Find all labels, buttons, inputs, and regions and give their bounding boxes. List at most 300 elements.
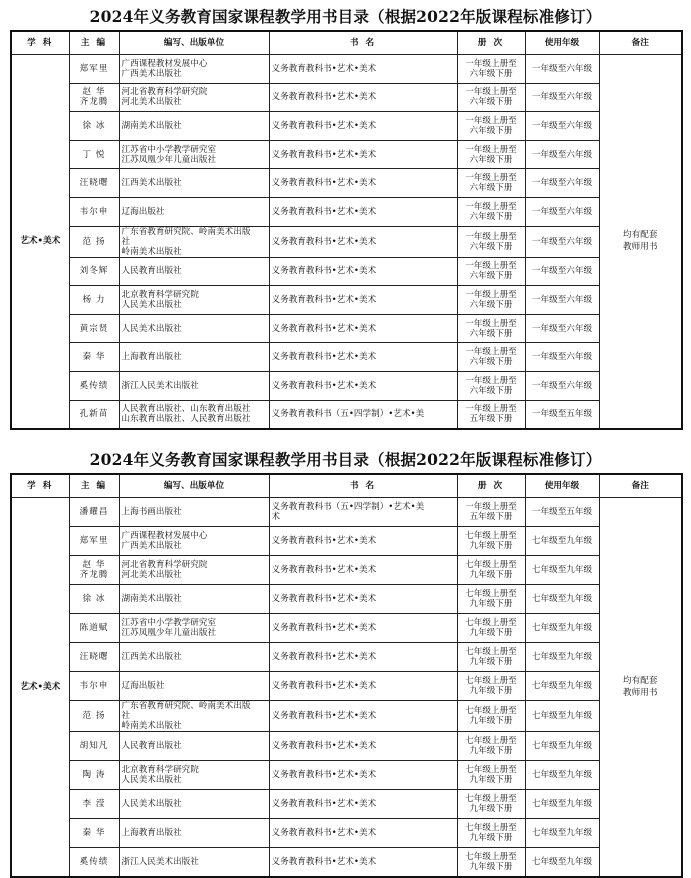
editor-cell bbox=[69, 848, 119, 877]
publisher-cell bbox=[119, 614, 269, 643]
cell-line: 江苏省中小学教学研究室 bbox=[121, 144, 217, 155]
publisher-cell bbox=[119, 556, 269, 585]
header-volume: 册 次 bbox=[457, 474, 525, 498]
table-row bbox=[11, 585, 682, 614]
cell-line: 义务教育教科书•艺术•美术 bbox=[271, 92, 377, 103]
table-row bbox=[11, 226, 682, 257]
cell-line: 义务教育教科书•艺术•美术 bbox=[271, 770, 377, 780]
editor-cell bbox=[69, 112, 119, 141]
book-cell bbox=[269, 343, 457, 372]
cell-line: 六年级下册 bbox=[469, 68, 513, 79]
cell-line: 齐龙腾 bbox=[79, 97, 109, 108]
book-cell bbox=[269, 732, 457, 761]
grade-cell: 一年级至六年级 bbox=[525, 169, 599, 198]
cell-line: 义务教育教科书•艺术•美术 bbox=[271, 828, 377, 838]
header-subject: 学 科 bbox=[11, 31, 69, 55]
editor-cell bbox=[69, 643, 119, 672]
cell-line: 义务教育教科书•艺术•美术 bbox=[271, 63, 377, 74]
cell-line: 岭南美术出版社 bbox=[121, 721, 182, 731]
cell-line: 义务教育教科书•艺术•美术 bbox=[271, 266, 377, 277]
cell-line: 岭南美术出版社 bbox=[121, 246, 182, 257]
cell-line: 一年级上册至 bbox=[465, 347, 517, 358]
grade-cell: 七年级至九年级 bbox=[525, 732, 599, 761]
editor-cell bbox=[69, 226, 119, 257]
cell-line: 义务教育教科书•艺术•美术 bbox=[271, 294, 377, 305]
cell-line: 九年级下册 bbox=[469, 746, 513, 756]
cell-line: 七年级上册至 bbox=[465, 531, 517, 541]
cell-line: 义务教育教科书•艺术•美术 bbox=[271, 623, 377, 633]
cell-line: 湖南美术出版社 bbox=[121, 594, 182, 604]
publisher-cell bbox=[119, 55, 269, 84]
header-book: 书 名 bbox=[269, 31, 457, 55]
book-cell bbox=[269, 672, 457, 701]
cell-line: 人民美术出版社 bbox=[121, 323, 182, 334]
header-publisher: 编写、出版单位 bbox=[119, 31, 269, 55]
cell-line: 广西课程教材发展中心 bbox=[121, 58, 208, 69]
cell-line: 义务教育教科书（五•四学制）•艺术•美 bbox=[271, 409, 425, 420]
cell-line: 九年级下册 bbox=[469, 541, 513, 551]
volume-cell bbox=[457, 226, 525, 257]
grade-cell: 七年级至九年级 bbox=[525, 672, 599, 701]
cell-line: 一年级上册至 bbox=[465, 87, 517, 98]
cell-line: 义务教育教科书•艺术•美术 bbox=[271, 178, 377, 189]
cell-line: 七年级上册至 bbox=[465, 618, 517, 628]
header-publisher: 编写、出版单位 bbox=[119, 474, 269, 498]
cell-line: 人民教育出版社、山东教育出版社 bbox=[121, 404, 251, 415]
cell-line: 李 滢 bbox=[82, 799, 106, 809]
table-row bbox=[11, 848, 682, 877]
cell-line: 一年级上册至 bbox=[465, 502, 517, 512]
volume-cell bbox=[457, 761, 525, 790]
volume-cell bbox=[457, 112, 525, 141]
cell-line: 均有配套 bbox=[623, 675, 658, 686]
publisher-cell bbox=[119, 343, 269, 372]
cell-line: 七年级上册至 bbox=[465, 736, 517, 746]
grade-cell: 一年级至六年级 bbox=[525, 371, 599, 400]
cell-line: 七年级上册至 bbox=[465, 560, 517, 570]
cell-line: 义务教育教科书•艺术•美术 bbox=[271, 323, 377, 334]
cell-line: 徐 冰 bbox=[82, 120, 106, 131]
book-cell bbox=[269, 371, 457, 400]
volume-cell bbox=[457, 314, 525, 343]
table-header-row bbox=[11, 31, 682, 55]
book-cell bbox=[269, 761, 457, 790]
cell-line: 术 bbox=[271, 512, 281, 522]
book-cell bbox=[269, 226, 457, 257]
cell-line: 秦 华 bbox=[82, 352, 106, 363]
publisher-cell bbox=[119, 257, 269, 286]
grade-cell: 一年级至六年级 bbox=[525, 55, 599, 84]
volume-cell bbox=[457, 169, 525, 198]
editor-cell bbox=[69, 83, 119, 112]
table-row bbox=[11, 197, 682, 226]
publisher-cell bbox=[119, 732, 269, 761]
table-row bbox=[11, 790, 682, 819]
editor-cell bbox=[69, 527, 119, 556]
note-cell bbox=[599, 55, 682, 429]
cell-line: 义务教育教科书•艺术•美术 bbox=[271, 741, 377, 751]
cell-line: 人民教育出版社 bbox=[121, 741, 182, 751]
cell-line: 一年级上册至 bbox=[465, 375, 517, 386]
table-row bbox=[11, 761, 682, 790]
editor-cell bbox=[69, 672, 119, 701]
book-cell bbox=[269, 140, 457, 169]
cell-line: 潘耀昌 bbox=[79, 507, 109, 517]
grade-cell: 七年级至九年级 bbox=[525, 848, 599, 877]
book-cell bbox=[269, 286, 457, 315]
editor-cell bbox=[69, 197, 119, 226]
cell-line: 人民美术出版社 bbox=[121, 799, 182, 809]
header-note: 备注 bbox=[599, 474, 682, 498]
book-cell bbox=[269, 701, 457, 732]
table-row bbox=[11, 371, 682, 400]
table-row bbox=[11, 257, 682, 286]
cell-line: 义务教育教科书•艺术•美术 bbox=[271, 149, 377, 160]
cell-line: 奚传绩 bbox=[79, 380, 109, 391]
cell-line: 七年级上册至 bbox=[465, 647, 517, 657]
publisher-cell bbox=[119, 400, 269, 429]
cell-line: 河北美术出版社 bbox=[121, 570, 182, 580]
cell-line: 浙江人民美术出版社 bbox=[121, 856, 199, 867]
cell-line: 义务教育教科书•艺术•美术 bbox=[271, 565, 377, 575]
volume-cell bbox=[457, 614, 525, 643]
volume-cell bbox=[457, 585, 525, 614]
cell-line: 一年级上册至 bbox=[465, 404, 517, 415]
cell-line: 六年级下册 bbox=[469, 385, 513, 396]
grade-cell: 七年级至九年级 bbox=[525, 556, 599, 585]
book-cell bbox=[269, 400, 457, 429]
grade-cell: 一年级至六年级 bbox=[525, 226, 599, 257]
volume-cell bbox=[457, 732, 525, 761]
cell-line: 秦 华 bbox=[82, 828, 106, 838]
cell-line: 六年级下册 bbox=[469, 328, 513, 339]
table-row bbox=[11, 672, 682, 701]
book-cell bbox=[269, 819, 457, 848]
editor-cell bbox=[69, 140, 119, 169]
editor-cell bbox=[69, 761, 119, 790]
cell-line: 七年级上册至 bbox=[465, 706, 517, 716]
grade-cell: 一年级至六年级 bbox=[525, 314, 599, 343]
table-row bbox=[11, 527, 682, 556]
grade-cell: 一年级至五年级 bbox=[525, 400, 599, 429]
book-cell bbox=[269, 169, 457, 198]
cell-line: 社 bbox=[121, 711, 131, 721]
cell-line: 义务教育教科书•艺术•美术 bbox=[271, 206, 377, 217]
cell-line: 一年级上册至 bbox=[465, 289, 517, 300]
volume-cell bbox=[457, 55, 525, 84]
book-cell bbox=[269, 498, 457, 527]
table-row bbox=[11, 614, 682, 643]
cell-line: 社 bbox=[121, 236, 131, 247]
book-cell bbox=[269, 643, 457, 672]
editor-cell bbox=[69, 701, 119, 732]
cell-line: 九年级下册 bbox=[469, 833, 513, 843]
cell-line: 七年级上册至 bbox=[465, 794, 517, 804]
cell-line: 赵 华 bbox=[82, 560, 106, 570]
editor-cell bbox=[69, 314, 119, 343]
publisher-cell bbox=[119, 140, 269, 169]
table-row bbox=[11, 643, 682, 672]
cell-line: 五年级下册 bbox=[469, 414, 513, 425]
catalog-table bbox=[10, 473, 683, 878]
header-editor: 主 编 bbox=[69, 31, 119, 55]
cell-line: 上海书画出版社 bbox=[121, 507, 182, 517]
editor-cell bbox=[69, 55, 119, 84]
publisher-cell bbox=[119, 701, 269, 732]
cell-line: 一年级上册至 bbox=[465, 318, 517, 329]
cell-line: 徐 冰 bbox=[82, 594, 106, 604]
editor-cell bbox=[69, 556, 119, 585]
grade-cell: 七年级至九年级 bbox=[525, 701, 599, 732]
publisher-cell bbox=[119, 286, 269, 315]
cell-line: 人民美术出版社 bbox=[121, 299, 182, 310]
cell-line: 七年级上册至 bbox=[465, 851, 517, 862]
volume-cell bbox=[457, 197, 525, 226]
editor-cell bbox=[69, 790, 119, 819]
grade-cell: 七年级至九年级 bbox=[525, 585, 599, 614]
publisher-cell bbox=[119, 790, 269, 819]
cell-line: 一年级上册至 bbox=[465, 58, 517, 69]
cell-line: 上海教育出版社 bbox=[121, 352, 182, 363]
cell-line: 九年级下册 bbox=[469, 775, 513, 785]
book-cell bbox=[269, 83, 457, 112]
cell-line: 一年级上册至 bbox=[465, 261, 517, 272]
cell-line: 江苏省中小学教学研究室 bbox=[121, 618, 217, 628]
cell-line: 江苏凤凰少年儿童出版社 bbox=[121, 628, 217, 638]
cell-line: 义务教育教科书•艺术•美术 bbox=[271, 652, 377, 662]
header-grade: 使用年级 bbox=[525, 474, 599, 498]
table-row bbox=[11, 701, 682, 732]
header-book: 书 名 bbox=[269, 474, 457, 498]
cell-line: 一年级上册至 bbox=[465, 201, 517, 212]
cell-line: 范 扬 bbox=[82, 711, 106, 721]
table-row bbox=[11, 498, 682, 527]
book-cell bbox=[269, 112, 457, 141]
cell-line: 汪晓曙 bbox=[79, 178, 109, 189]
cell-line: 奚传绩 bbox=[79, 856, 109, 867]
note-cell bbox=[599, 498, 682, 877]
cell-line: 九年级下册 bbox=[469, 804, 513, 814]
book-cell bbox=[269, 556, 457, 585]
cell-line: 汪晓曙 bbox=[79, 652, 109, 662]
cell-line: 范 扬 bbox=[82, 236, 106, 247]
header-editor: 主 编 bbox=[69, 474, 119, 498]
publisher-cell bbox=[119, 314, 269, 343]
editor-cell bbox=[69, 169, 119, 198]
grade-cell: 一年级至六年级 bbox=[525, 286, 599, 315]
book-cell bbox=[269, 55, 457, 84]
table-row bbox=[11, 55, 682, 84]
editor-cell bbox=[69, 498, 119, 527]
catalog-table bbox=[10, 30, 683, 430]
editor-cell bbox=[69, 400, 119, 429]
cell-line: 人民美术出版社 bbox=[121, 775, 182, 785]
cell-line: 九年级下册 bbox=[469, 570, 513, 580]
publisher-cell bbox=[119, 527, 269, 556]
editor-cell bbox=[69, 257, 119, 286]
publisher-cell bbox=[119, 761, 269, 790]
cell-line: 七年级上册至 bbox=[465, 589, 517, 599]
table-row bbox=[11, 819, 682, 848]
cell-line: 一年级上册至 bbox=[465, 231, 517, 242]
cell-line: 孔新苗 bbox=[79, 409, 109, 420]
cell-line: 六年级下册 bbox=[469, 154, 513, 165]
grade-cell: 一年级至六年级 bbox=[525, 140, 599, 169]
cell-line: 义务教育教科书•艺术•美术 bbox=[271, 120, 377, 131]
grade-cell: 一年级至五年级 bbox=[525, 498, 599, 527]
grade-cell: 七年级至九年级 bbox=[525, 527, 599, 556]
cell-line: 北京教育科学研究院 bbox=[121, 289, 199, 300]
volume-cell bbox=[457, 371, 525, 400]
book-cell bbox=[269, 848, 457, 877]
cell-line: 赵 华 bbox=[82, 87, 106, 98]
cell-line: 河北省教育科学研究院 bbox=[121, 87, 208, 98]
cell-line: 河北美术出版社 bbox=[121, 97, 182, 108]
cell-line: 九年级下册 bbox=[469, 716, 513, 726]
cell-line: 一年级上册至 bbox=[465, 173, 517, 184]
table-header-row bbox=[11, 474, 682, 498]
cell-line: 义务教育教科书•艺术•美术 bbox=[271, 711, 377, 721]
cell-line: 六年级下册 bbox=[469, 125, 513, 136]
cell-line: 齐龙腾 bbox=[79, 570, 109, 580]
editor-cell bbox=[69, 732, 119, 761]
cell-line: 义务教育教科书•艺术•美术 bbox=[271, 536, 377, 546]
table-row bbox=[11, 343, 682, 372]
publisher-cell bbox=[119, 169, 269, 198]
cell-line: 广东省教育研究院、岭南美术出版 bbox=[121, 226, 251, 237]
cell-line: 山东教育出版社、人民教育出版社 bbox=[121, 414, 251, 425]
grade-cell: 七年级至九年级 bbox=[525, 761, 599, 790]
cell-line: 刘冬辉 bbox=[79, 266, 109, 277]
cell-line: 义务教育教科书•艺术•美术 bbox=[271, 380, 377, 391]
table-row bbox=[11, 112, 682, 141]
cell-line: 广西课程教材发展中心 bbox=[121, 531, 208, 541]
header-grade: 使用年级 bbox=[525, 31, 599, 55]
cell-line: 广西美术出版社 bbox=[121, 541, 182, 551]
cell-line: 九年级下册 bbox=[469, 599, 513, 609]
cell-line: 人民教育出版社 bbox=[121, 266, 182, 277]
cell-line: 六年级下册 bbox=[469, 357, 513, 368]
grade-cell: 一年级至六年级 bbox=[525, 197, 599, 226]
catalog-title: 2024年义务教育国家课程教学用书目录（根据2022年版课程标准修订） bbox=[89, 450, 602, 469]
grade-cell: 七年级至九年级 bbox=[525, 819, 599, 848]
table-row bbox=[11, 83, 682, 112]
cell-line: 均有配套 bbox=[623, 230, 658, 241]
cell-line: 湖南美术出版社 bbox=[121, 120, 182, 131]
grade-cell: 七年级至九年级 bbox=[525, 790, 599, 819]
cell-line: 郑军里 bbox=[79, 63, 109, 74]
grade-cell: 一年级至六年级 bbox=[525, 83, 599, 112]
book-cell bbox=[269, 257, 457, 286]
cell-line: 义务教育教科书•艺术•美术 bbox=[271, 236, 377, 247]
publisher-cell bbox=[119, 197, 269, 226]
cell-line: 浙江人民美术出版社 bbox=[121, 380, 199, 391]
editor-cell bbox=[69, 286, 119, 315]
volume-cell bbox=[457, 819, 525, 848]
volume-cell bbox=[457, 257, 525, 286]
cell-line: 七年级上册至 bbox=[465, 676, 517, 686]
book-cell bbox=[269, 585, 457, 614]
volume-cell bbox=[457, 83, 525, 112]
subject-cell: 艺术•美术 bbox=[11, 498, 69, 877]
volume-cell bbox=[457, 343, 525, 372]
cell-line: 一年级上册至 bbox=[465, 144, 517, 155]
cell-line: 六年级下册 bbox=[469, 299, 513, 310]
book-cell bbox=[269, 314, 457, 343]
cell-line: 江西美术出版社 bbox=[121, 178, 182, 189]
volume-cell bbox=[457, 701, 525, 732]
table-row bbox=[11, 400, 682, 429]
cell-line: 辽海出版社 bbox=[121, 206, 165, 217]
cell-line: 义务教育教科书•艺术•美术 bbox=[271, 799, 377, 809]
table-row bbox=[11, 314, 682, 343]
publisher-cell bbox=[119, 498, 269, 527]
header-volume: 册 次 bbox=[457, 31, 525, 55]
cell-line: 九年级下册 bbox=[469, 657, 513, 667]
cell-line: 义务教育教科书（五•四学制）•艺术•美 bbox=[271, 502, 425, 512]
publisher-cell bbox=[119, 83, 269, 112]
volume-cell bbox=[457, 140, 525, 169]
cell-line: 六年级下册 bbox=[469, 241, 513, 252]
editor-cell bbox=[69, 371, 119, 400]
cell-line: 教师用书 bbox=[623, 687, 658, 698]
book-cell bbox=[269, 790, 457, 819]
volume-cell bbox=[457, 556, 525, 585]
cell-line: 六年级下册 bbox=[469, 211, 513, 222]
volume-cell bbox=[457, 643, 525, 672]
publisher-cell bbox=[119, 819, 269, 848]
publisher-cell bbox=[119, 672, 269, 701]
book-cell bbox=[269, 527, 457, 556]
cell-line: 丁 悦 bbox=[82, 149, 106, 160]
editor-cell bbox=[69, 585, 119, 614]
book-cell bbox=[269, 197, 457, 226]
cell-line: 七年级上册至 bbox=[465, 765, 517, 775]
cell-line: 北京教育科学研究院 bbox=[121, 765, 199, 775]
cell-line: 义务教育教科书•艺术•美术 bbox=[271, 681, 377, 691]
table-row bbox=[11, 732, 682, 761]
cell-line: 教师用书 bbox=[623, 242, 658, 253]
editor-cell bbox=[69, 614, 119, 643]
editor-cell bbox=[69, 819, 119, 848]
volume-cell bbox=[457, 286, 525, 315]
cell-line: 九年级下册 bbox=[469, 628, 513, 638]
editor-cell bbox=[69, 343, 119, 372]
header-note: 备注 bbox=[599, 31, 682, 55]
cell-line: 六年级下册 bbox=[469, 183, 513, 194]
cell-line: 五年级下册 bbox=[469, 512, 513, 522]
cell-line: 广西美术出版社 bbox=[121, 68, 182, 79]
table-row bbox=[11, 286, 682, 315]
table-row bbox=[11, 140, 682, 169]
cell-line: 六年级下册 bbox=[469, 271, 513, 282]
cell-line: 义务教育教科书•艺术•美术 bbox=[271, 594, 377, 604]
volume-cell bbox=[457, 527, 525, 556]
cell-line: 韦尔申 bbox=[79, 681, 109, 691]
volume-cell bbox=[457, 672, 525, 701]
cell-line: 江苏凤凰少年儿童出版社 bbox=[121, 154, 217, 165]
publisher-cell bbox=[119, 112, 269, 141]
cell-line: 七年级上册至 bbox=[465, 823, 517, 833]
cell-line: 义务教育教科书•艺术•美术 bbox=[271, 856, 377, 867]
cell-line: 一年级上册至 bbox=[465, 115, 517, 126]
cell-line: 辽海出版社 bbox=[121, 681, 165, 691]
cell-line: 河北省教育科学研究院 bbox=[121, 560, 208, 570]
publisher-cell bbox=[119, 848, 269, 877]
table-row bbox=[11, 556, 682, 585]
catalog-title: 2024年义务教育国家课程教学用书目录（根据2022年版课程标准修订） bbox=[89, 7, 602, 26]
catalog-section-1 bbox=[10, 3, 681, 430]
